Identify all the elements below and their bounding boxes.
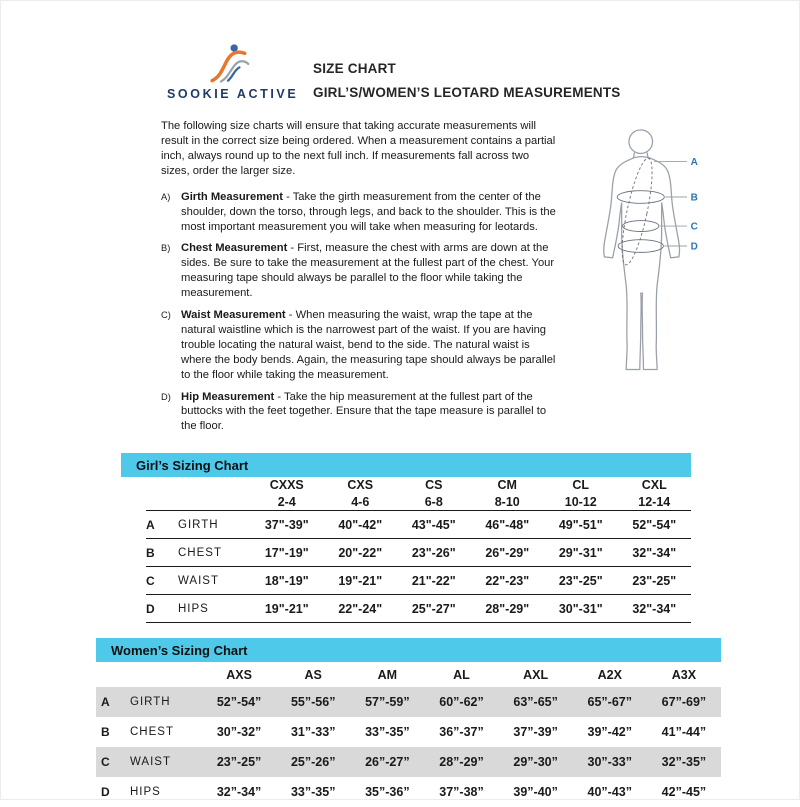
list-item-hip [161,390,559,435]
womens-table-row-girth [96,687,721,717]
row-letter: C [101,755,110,770]
size-cell: 31”-33” [290,725,336,740]
body-outline-icon [589,123,707,389]
column-header: AXL [523,667,549,682]
girls-table-row-waist [146,567,691,595]
womens-chart-title: Women’s Sizing Chart [111,642,248,658]
size-cell: 29”-30” [513,755,558,770]
size-cell: 32"-34" [632,545,677,560]
row-label: GIRTH [178,518,219,531]
row-letter: B [146,545,155,560]
row-letter: A [146,517,155,532]
brand-logo [167,41,299,101]
size-cell: 37”-39” [513,725,558,740]
size-cell: 41”-44” [661,725,707,740]
instructions-section [161,119,799,441]
column-header: AL [453,667,470,682]
size-cell: 65”-67” [587,695,633,710]
column-header: AXS [226,667,252,682]
girls-chart-title: Girl’s Sizing Chart [136,457,249,473]
column-header: CXS 4-6 [347,478,374,509]
diagram-label-b: B [690,192,698,204]
size-cell: 23”-25” [216,755,262,770]
item-title: Chest Measurement [181,242,288,255]
size-cell: 32"-34" [632,601,677,616]
girls-table-row-girth [146,511,691,539]
size-cell: 22"-23" [485,573,530,588]
size-cell: 39”-42” [587,725,633,740]
column-header: CS 6-8 [424,478,443,509]
size-cell: 23"-25" [632,573,677,588]
list-item-girth [161,190,559,235]
womens-table-row-hips [96,777,721,807]
size-cell: 22"-24" [338,601,383,616]
size-cell: 40”-43” [587,785,633,800]
size-cell: 35”-36” [365,785,410,800]
size-cell: 23"-25" [558,573,603,588]
girls-sizing-table [146,477,691,623]
girls-table-header-row [146,477,691,511]
measurement-list [161,190,559,434]
size-cell: 52”-54” [216,695,262,710]
size-cell: 63”-65” [513,695,558,710]
size-cell: 42”-45” [661,785,707,800]
row-label: GIRTH [130,696,171,709]
size-cell: 28”-29” [439,755,484,770]
size-cell: 20"-22" [338,545,383,560]
column-header: A3X [671,667,697,682]
row-label: WAIST [130,756,171,769]
womens-chart-header-bar [96,638,721,662]
size-cell: 25”-26” [290,755,336,770]
size-cell: 43"-45" [411,517,456,532]
size-cell: 32”-34” [216,785,262,800]
intro-paragraph: The following size charts will ensure that taking accurate measurements will result in the correct size being ordered. When a measurement contains a partial inch, always round up to the next full inch. If measurements fall across two sizes, order the larger size. [161,120,556,177]
item-desc: - Take the girth measurement from the center of the shoulder, down the torso, through legs, and back to the shoulder. This is the most important measurement you will take when measuring for leotards. [181,190,556,233]
column-header: AS [304,667,322,682]
body-measurement-diagram [589,119,707,441]
row-letter: B [101,725,110,740]
womens-table-row-waist [96,747,721,777]
size-cell: 60”-62” [439,695,484,710]
item-text [181,241,559,301]
size-cell: 26”-27” [365,755,410,770]
column-header: CXXS 2-4 [269,478,304,509]
womens-table-header-row [96,662,721,687]
size-cell: 37"-39" [264,517,309,532]
column-header: AM [377,667,398,682]
list-item-chest [161,241,559,301]
size-cell: 26"-29" [485,545,530,560]
item-title: Girth Measurement [181,190,283,203]
girls-table-row-chest [146,539,691,567]
instructions-text-column [161,119,559,441]
size-cell: 25"-27" [411,601,456,616]
womens-sizing-section [96,638,721,807]
size-cell: 52"-54" [632,517,677,532]
item-title: Hip Measurement [181,390,275,403]
size-cell: 30”-32” [216,725,262,740]
size-cell: 18"-19" [264,573,309,588]
size-cell: 49"-51" [558,517,603,532]
size-cell: 32”-35” [661,755,707,770]
item-letter: A) [161,191,171,202]
diagram-label-a: A [690,157,698,169]
item-title: Waist Measurement [181,309,286,322]
row-label: CHEST [130,726,174,739]
size-cell: 17"-19" [264,545,309,560]
size-cell: 19"-21" [338,573,383,588]
diagram-label-d: D [690,241,698,253]
item-desc: - Take the hip measurement at the fullest part of the buttocks with the feet together. Ensure that the tape measure is parallel to the floor. [181,390,547,433]
row-label: HIPS [178,602,209,615]
item-text [181,390,559,435]
row-letter: C [146,573,155,588]
row-label: HIPS [130,786,161,799]
item-letter: D) [161,391,171,402]
size-cell: 28"-29" [485,601,530,616]
size-cell: 37”-38” [439,785,484,800]
item-desc: - First, measure the chest with arms are down at the sides. Be sure to take the measurement at the fullest part of the chest. Your measuring tape should always be parallel to the floor while taking the measurement. [181,242,555,300]
size-cell: 57”-59” [365,695,410,710]
column-header: CM 8-10 [494,478,520,509]
diagram-label-c: C [690,221,698,233]
row-letter: A [101,695,110,710]
size-cell: 33”-35” [365,725,410,740]
column-header: CXL 12-14 [638,478,671,509]
row-letter: D [101,785,110,800]
row-letter: D [146,601,155,616]
size-cell: 36”-37” [439,725,484,740]
page-title: SIZE CHART [313,61,396,76]
row-label: WAIST [178,574,219,587]
page-header [167,41,799,104]
womens-sizing-table [96,662,721,807]
girls-chart-header-bar [121,453,691,477]
womens-table-row-chest [96,717,721,747]
size-cell: 39”-40” [513,785,558,800]
size-cell: 30”-33” [587,755,633,770]
item-text [181,190,559,235]
item-letter: C) [161,310,171,321]
column-header: CL 10-12 [564,478,597,509]
item-letter: B) [161,243,171,254]
item-desc: - When measuring the waist, wrap the tape at the natural waistline which is the narrowest part of the waist. If you are having trouble locating the natural waist, bend to the side. The natural waist is where the body bends. Again, the measuring tape should always be parallel to the floor while taking the measurement. [181,309,556,381]
size-cell: 30"-31" [558,601,603,616]
size-cell: 19"-21" [264,601,309,616]
column-header: A2X [597,667,622,682]
size-cell: 33”-35” [290,785,336,800]
item-text [181,308,559,382]
brand-name: SOOKIE ACTIVE [167,87,299,101]
girls-table-row-hips [146,595,691,623]
size-cell: 29"-31" [558,545,603,560]
row-label: CHEST [178,546,222,559]
list-item-waist [161,308,559,382]
girls-sizing-section [121,453,691,623]
size-cell: 40"-42" [338,517,383,532]
runner-logo-icon [200,41,256,85]
size-cell: 23"-26" [411,545,456,560]
size-cell: 46"-48" [485,517,530,532]
page-titles [313,41,621,104]
size-cell: 55”-56” [290,695,336,710]
page-subtitle: GIRL’S/WOMEN’S LEOTARD MEASUREMENTS [313,84,621,100]
size-cell: 67”-69” [661,695,707,710]
size-cell: 21"-22" [411,573,456,588]
